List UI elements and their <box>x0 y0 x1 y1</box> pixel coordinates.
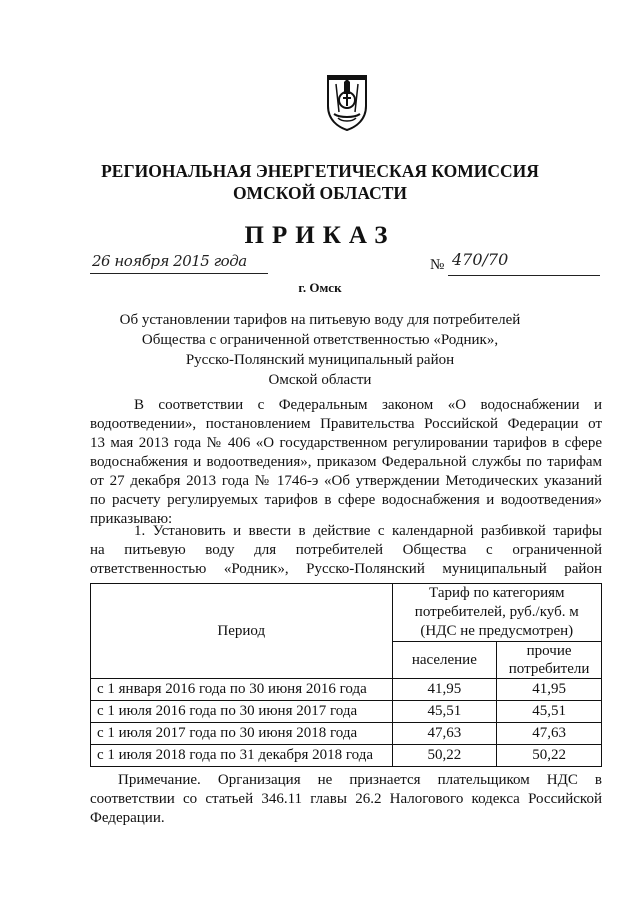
tariff-column-header <box>392 584 601 642</box>
subject-line: Омской области <box>268 372 372 388</box>
table-row <box>91 723 602 745</box>
order-title: ПРИКАЗ <box>244 222 396 249</box>
commission-name-line-1: РЕГИОНАЛЬНАЯ ЭНЕРГЕТИЧЕСКАЯ КОМИССИЯ <box>101 161 539 181</box>
subject-line: Общества с ограниченной ответственностью «Родник», <box>141 332 499 348</box>
preamble-line: приказываю: <box>90 511 173 527</box>
item-1-line: ответственностью «Родник», Русско-Полянский муниципальный район <box>90 561 602 577</box>
tariff-header-line: Тариф по категориям <box>429 585 565 601</box>
date-underline <box>90 273 268 274</box>
order-number-handwritten: 470/70 <box>452 250 509 269</box>
item-1-line: на питьевую воду для потребителей Общества с ограниченной <box>90 542 602 558</box>
period-column-header: Период <box>91 584 393 679</box>
population-tariff-cell: 41,95 <box>392 679 497 701</box>
preamble-line: 13 мая 2013 года № 406 «О государственном регулировании тарифов в сфере <box>90 435 602 451</box>
item-1-line: 1. Установить и ввести в действие с календарной разбивкой тарифы <box>134 523 602 539</box>
city: г. Омск <box>298 280 342 295</box>
preamble-line: по расчету регулируемых тарифов в сфере водоснабжения и водоотведения» <box>90 492 602 508</box>
population-column-header: население <box>392 642 497 679</box>
commission-name-line-2: ОМСКОЙ ОБЛАСТИ <box>232 183 408 203</box>
period-cell: с 1 июля 2018 года по 31 декабря 2018 года <box>91 745 393 767</box>
subject-line: Об установлении тарифов на питьевую воду для потребителей <box>119 312 521 328</box>
order-number-label: № <box>430 257 445 273</box>
population-tariff-cell: 45,51 <box>392 701 497 723</box>
preamble-line: В соответствии с Федеральным законом «О водоснабжении и <box>134 397 602 413</box>
preamble-line: водоотведении», постановлением Правительства Российской Федерации от <box>90 416 602 432</box>
other-tariff-cell: 47,63 <box>497 723 602 745</box>
table-row <box>91 745 602 767</box>
coat-of-arms-icon <box>324 72 370 132</box>
other-tariff-cell: 45,51 <box>497 701 602 723</box>
other-tariff-cell: 50,22 <box>497 745 602 767</box>
period-cell: с 1 января 2016 года по 30 июня 2016 года <box>91 679 393 701</box>
other-consumers-column-header <box>497 642 602 679</box>
order-date-handwritten: 26 ноября 2015 года <box>92 252 247 270</box>
tariff-header-line: потребителей, руб./куб. м <box>414 604 579 620</box>
table-row <box>91 679 602 701</box>
preamble-line: от 27 декабря 2013 года № 1746-э «Об утверждении Методических указаний <box>90 473 602 489</box>
table-header-row <box>91 584 602 642</box>
number-underline <box>448 275 600 276</box>
note-line: Примечание. Организация не признается плательщиком НДС в <box>118 772 602 788</box>
period-cell: с 1 июля 2016 года по 30 июня 2017 года <box>91 701 393 723</box>
tariffs-table <box>90 583 602 767</box>
subject-line: Русско-Полянский муниципальный район <box>185 352 455 368</box>
other-header-line: потребители <box>508 661 590 677</box>
table-row <box>91 701 602 723</box>
note-line: Федерации. <box>90 810 165 826</box>
other-tariff-cell: 41,95 <box>497 679 602 701</box>
population-tariff-cell: 47,63 <box>392 723 497 745</box>
note-line: соответствии со статьей 346.11 главы 26.2 Налогового кодекса Российской <box>90 791 602 807</box>
preamble-line: водоснабжения и водоотведения», приказом Федеральной службы по тарифам <box>90 454 602 470</box>
tariff-header-line: (НДС не предусмотрен) <box>420 623 574 639</box>
other-header-line: прочие <box>526 643 572 659</box>
population-tariff-cell: 50,22 <box>392 745 497 767</box>
period-cell: с 1 июля 2017 года по 30 июня 2018 года <box>91 723 393 745</box>
